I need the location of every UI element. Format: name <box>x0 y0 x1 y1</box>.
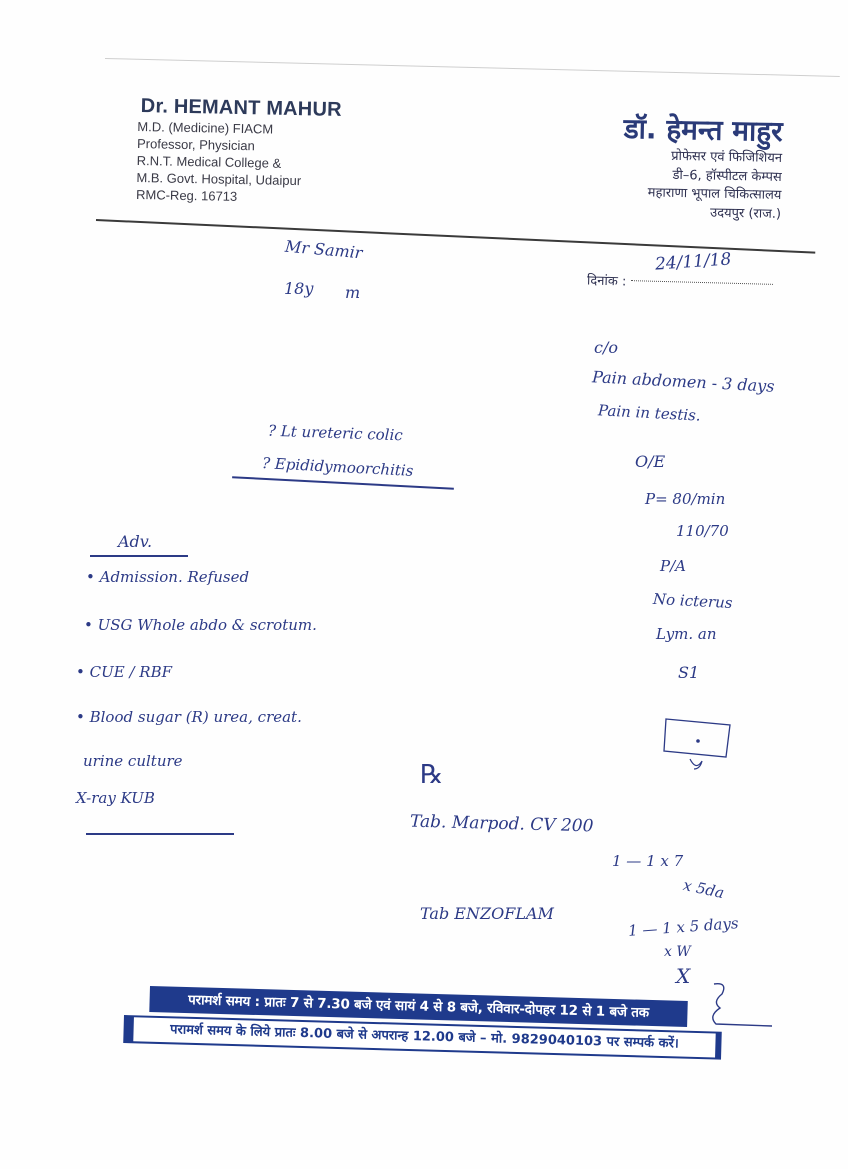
advice-item: • Blood sugar (R) urea, creat. <box>76 708 302 726</box>
exam-icterus: No icterus <box>652 589 733 613</box>
advice-heading: Adv. <box>118 532 153 551</box>
page-top-rule <box>105 58 840 77</box>
doctor-name-english: Dr. HEMANT MAHUR <box>140 95 342 121</box>
exam-bp: 110/70 <box>676 522 729 540</box>
abdomen-sketch <box>660 713 740 773</box>
address-hindi: डी–6, हॉस्पीटल केम्पस <box>672 167 782 185</box>
margin-mark: x 5da <box>681 875 726 903</box>
exam-lymph: Lym. an <box>656 625 717 643</box>
advice-end-line <box>86 833 234 835</box>
advice-item: urine culture <box>83 752 183 770</box>
designation-hindi: प्रोफेसर एवं फिजिशियन <box>671 148 783 166</box>
complaint-line: Pain in testis. <box>597 401 702 425</box>
doctor-signature <box>700 980 780 1030</box>
advice-item: • CUE / RBF <box>76 663 172 681</box>
margin-mark: x W <box>664 944 691 960</box>
advice-underline <box>90 555 188 557</box>
hospital-hindi: महाराणा भूपाल चिकित्सालय <box>647 185 782 203</box>
prescription-dose: 1 — 1 x 7 <box>612 852 684 870</box>
diagnosis-line: ? Epididymoorchitis <box>261 454 414 480</box>
diagnosis-line: ? Lt ureteric colic <box>267 421 404 445</box>
appointment-contact-band: परामर्श समय के लिये प्रातः 8.00 बजे से अपरान्ह 12.00 बजे – मो. 9829040103 पर सम्पर्क करें। <box>123 1015 722 1060</box>
registration-line: RMC-Reg. 16713 <box>135 186 238 204</box>
doctor-header-hindi <box>596 108 783 224</box>
patient-sex: m <box>345 283 361 302</box>
margin-mark: X <box>676 964 691 988</box>
diagnosis-underline <box>232 476 454 489</box>
doctor-header-english <box>136 95 342 207</box>
patient-age: 18y <box>284 279 314 298</box>
advice-item: • Admission. Refused <box>86 568 250 586</box>
consultation-timings-band: परामर्श समय : प्रातः 7 से 7.30 बजे एवं सायं 4 से 8 बजे, रविवार-दोपहर 12 से 1 बजे तक <box>149 986 688 1027</box>
hospital-line: M.B. Govt. Hospital, Udaipur <box>136 169 302 189</box>
patient-name: Mr Samir <box>284 236 364 263</box>
designation-line: Professor, Physician <box>136 135 255 154</box>
rx-symbol: ℞ <box>420 760 444 790</box>
complaint-heading: c/o <box>594 338 618 357</box>
college-line: R.N.T. Medical College & <box>136 152 282 171</box>
doctor-name-hindi: डॉ. हेमन्त माहुर <box>623 111 783 148</box>
exam-pulse: P= 80/min <box>645 490 726 508</box>
header-divider <box>96 219 815 254</box>
exam-s1: S1 <box>678 663 700 682</box>
city-hindi: उदयपुर (राज.) <box>709 205 782 222</box>
exam-heading: O/E <box>635 452 666 471</box>
date-value: 24/11/18 <box>654 249 732 275</box>
prescription-drug: Tab ENZOFLAM <box>420 904 554 923</box>
date-label: दिनांक : <box>586 273 627 290</box>
complaint-line: Pain abdomen - 3 days <box>591 367 775 396</box>
prescription-drug: Tab. Marpod. CV 200 <box>409 811 594 837</box>
advice-item: • USG Whole abdo & scrotum. <box>84 616 317 634</box>
exam-pa: P/A <box>660 557 686 575</box>
advice-item: X-ray KUB <box>76 789 155 807</box>
prescription-dose: 1 — 1 x 5 days <box>627 914 740 940</box>
date-dotted-line <box>631 280 773 285</box>
qualification-line: M.D. (Medicine) FIACM <box>137 118 274 137</box>
